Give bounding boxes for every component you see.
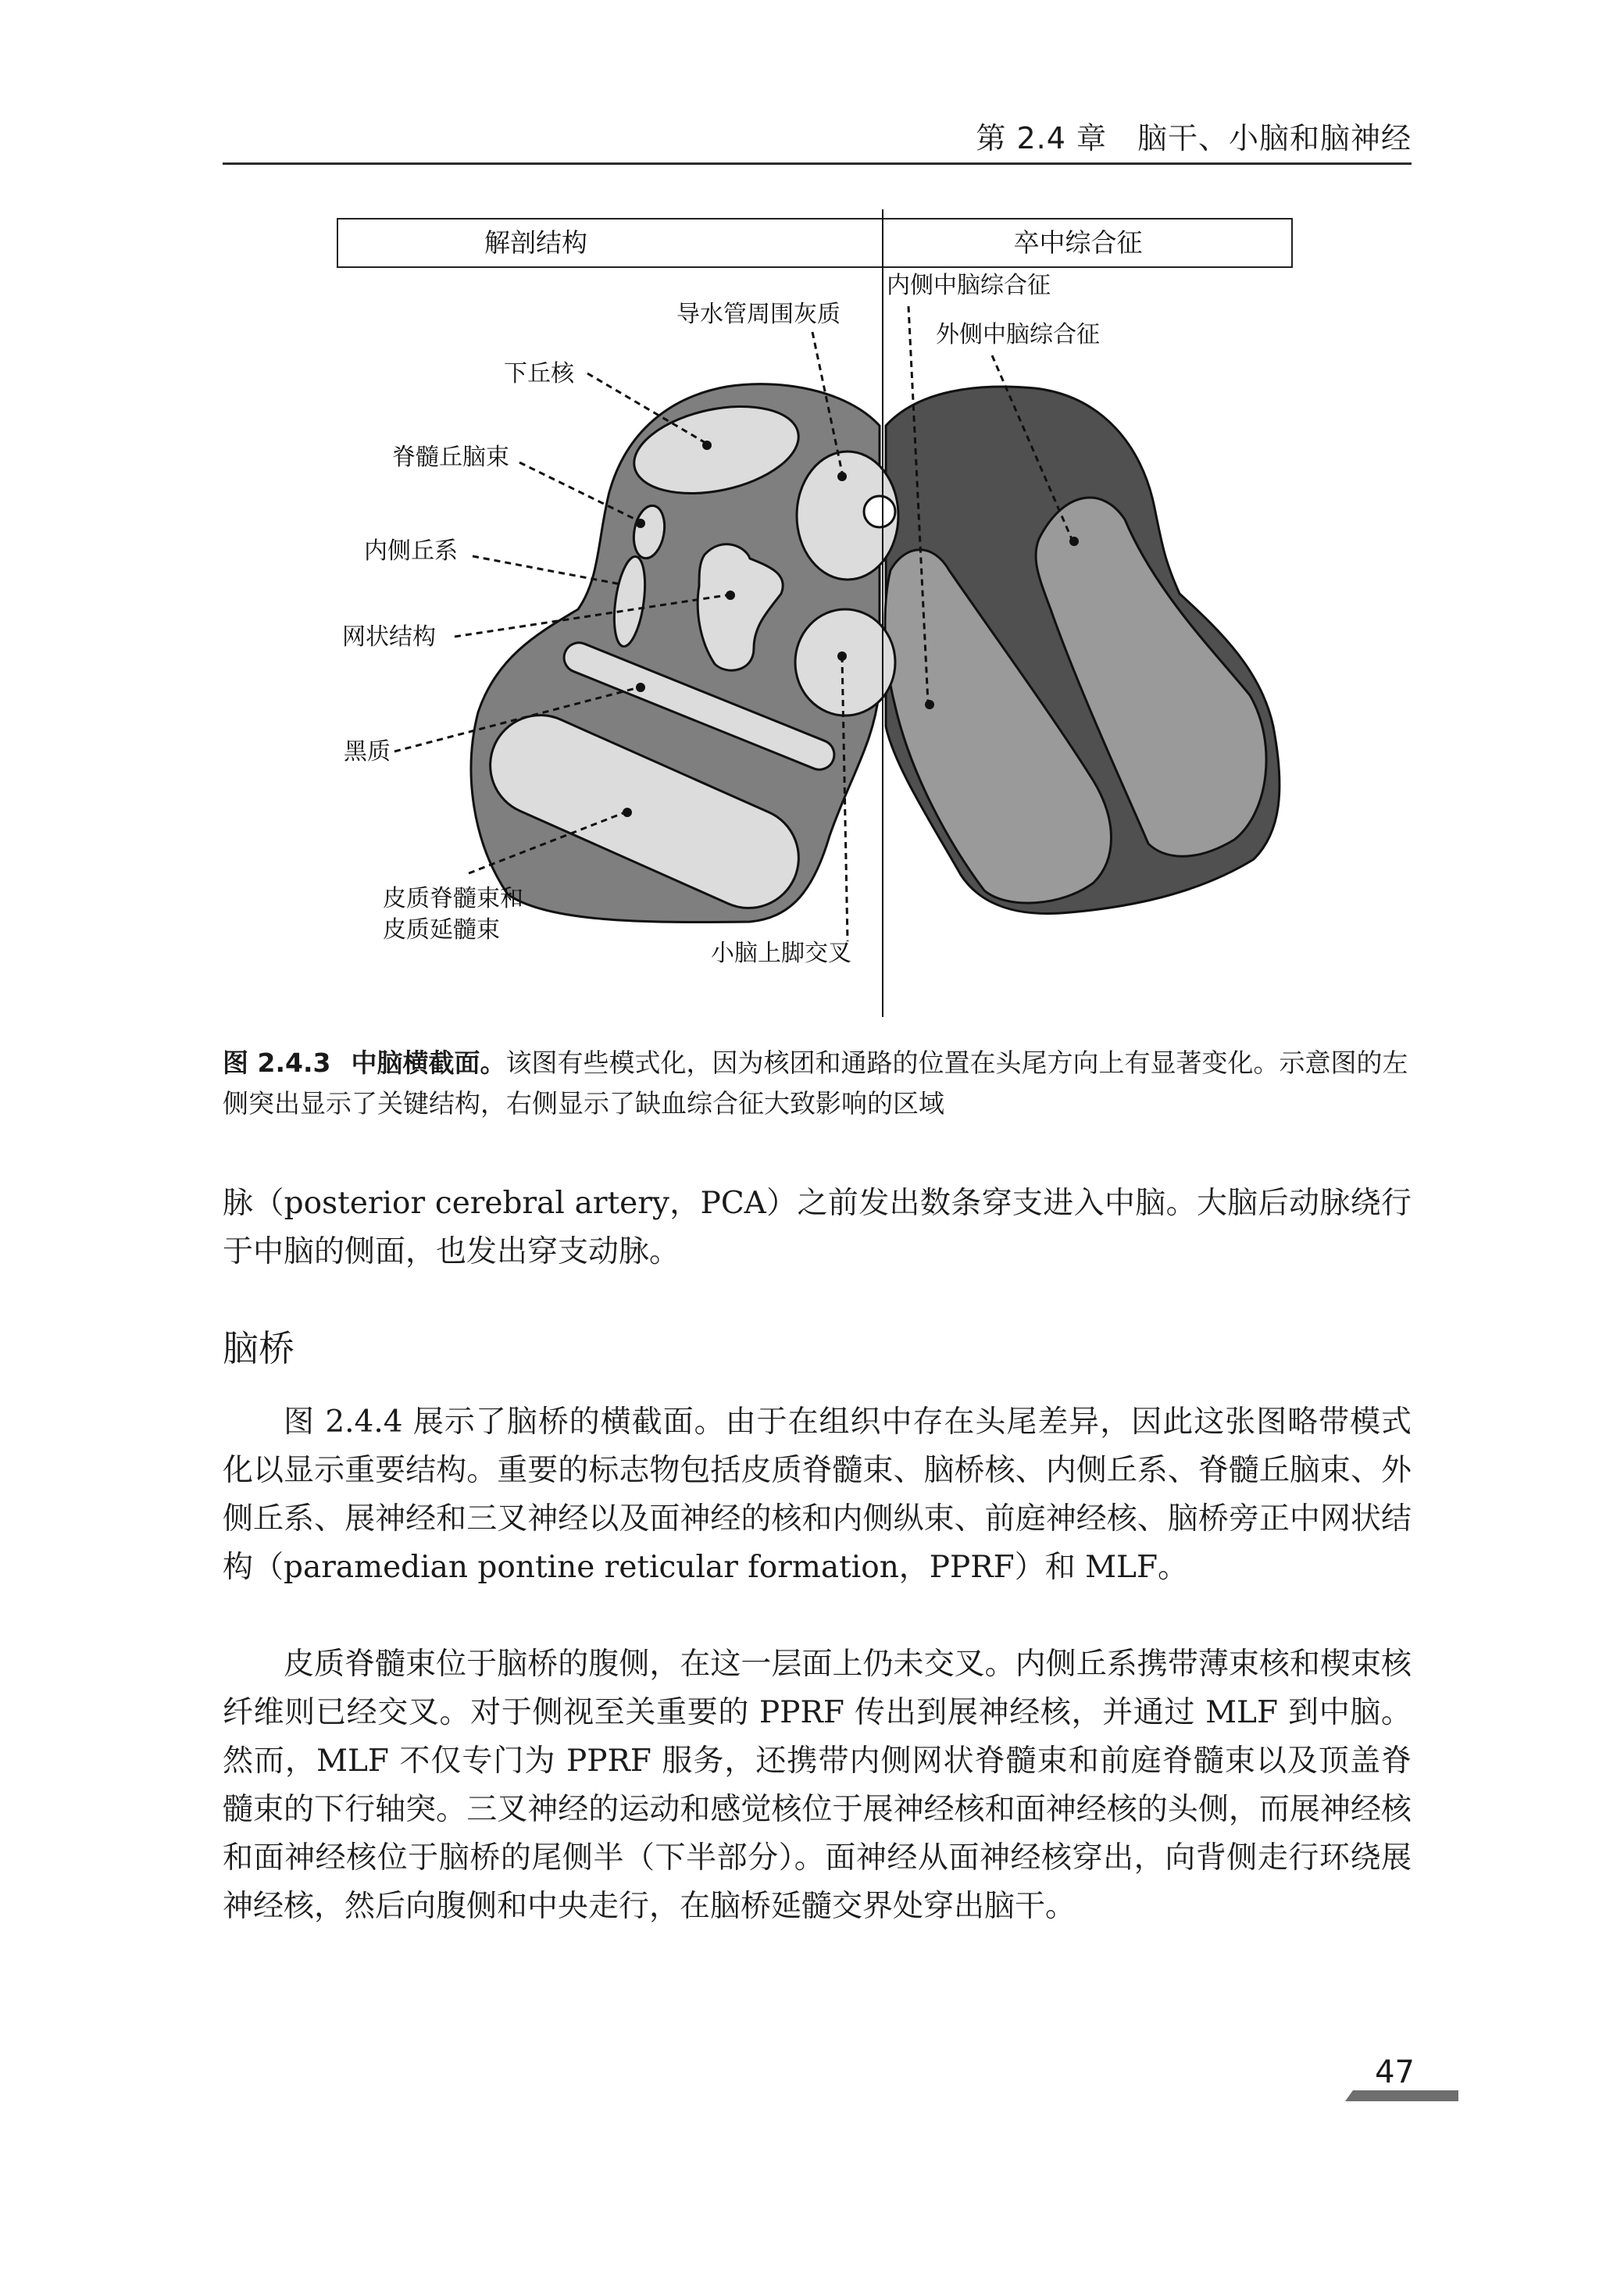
caption-text: 该图有些模式化，因为核团和通路的位置在头尾方向上有显著变化。示意图的左侧突出显示了关键结构，右侧显示了缺血综合征大致影响的区域 [223,1048,1408,1119]
cerebral-aqueduct [864,496,895,527]
right-header: 卒中综合征 [1013,227,1143,258]
label-corticospinal-2: 皮质延髓束 [383,916,500,944]
page-number: 47 [1375,2054,1415,2090]
dot-corticospinal [623,808,632,817]
dot-medial-syndrome [925,700,934,709]
dot-inferior-colliculus [702,441,712,450]
paragraph-3: 皮质脊髓束位于脑桥的腹侧，在这一层面上仍未交叉。内侧丘系携带薄束核和楔束核纤维则已经交叉。对于侧视至关重要的 PPRF 传出到展神经核，并通过 MLF 到中脑。然而，MLF 不仅专门为 PPRF 服务，还携带内侧网状脊髓束和前庭脊髓束以及顶盖脊髓束的下行轴突。三叉神经的运动和感觉核位于展神经核和面神经核的头侧，而展神经核和面神经核位于脑桥的尾侧半（下半部分）。面神经从面神经核穿出，向背侧走行环绕展神经核，然后向腹侧和中央走行，在脑桥延髓交界处穿出脑干。 [223,1647,1412,1924]
page-number-bar [1345,2090,1458,2101]
paragraph-2: 图 2.4.4 展示了脑桥的横截面。由于在组织中存在头尾差异，因此这张图略带模式化以显示重要结构。重要的标志物包括皮质脊髓束、脑桥核、内侧丘系、脊髓丘脑束、外侧丘系、展神经和三叉神经以及面神经的核和内侧纵束、前庭神经核、脑桥旁正中网状结构（paramedian pontine reticular formation，PPRF）和 MLF。 [223,1404,1412,1585]
dot-periaqueductal [837,472,847,481]
label-inferior-colliculus: 下丘核 [504,360,574,387]
paragraph-1: 脉（posterior cerebral artery，PCA）之前发出数条穿支进入中脑。大脑后动脉绕行于中脑的侧面，也发出穿支动脉。 [223,1186,1412,1269]
figure-header-table [337,219,1292,267]
caption-title: 中脑横截面。 [351,1048,506,1078]
dot-red-nucleus [837,651,847,661]
label-periaqueductal: 导水管周围灰质 [676,301,841,328]
label-reticular: 网状结构 [342,623,436,651]
dot-lateral-syndrome [1069,537,1079,546]
label-substantia-nigra: 黑质 [344,738,391,766]
figure-caption [223,1043,1410,1124]
label-spinothalamic: 脊髓丘脑束 [392,444,509,471]
left-header: 解剖结构 [484,227,587,258]
label-scp-decussation: 小脑上脚交叉 [711,940,851,967]
label-lateral-syndrome: 外侧中脑综合征 [936,321,1100,348]
label-corticospinal-1: 皮质脊髓束和 [383,885,523,912]
label-medial-lemniscus: 内侧丘系 [364,537,458,565]
dot-substantia-nigra [636,683,645,692]
label-medial-syndrome: 内侧中脑综合征 [887,272,1051,299]
dot-reticular [726,591,735,600]
midbrain-cross-section-figure [0,0,1624,1031]
dot-spinothalamic [636,519,645,528]
section-heading: 脑桥 [223,1327,294,1369]
running-header: 第 2.4 章 脑干、小脑和脑神经 [976,121,1412,155]
caption-number: 图 2.4.3 [223,1048,331,1078]
red-nucleus-shape [795,609,895,716]
